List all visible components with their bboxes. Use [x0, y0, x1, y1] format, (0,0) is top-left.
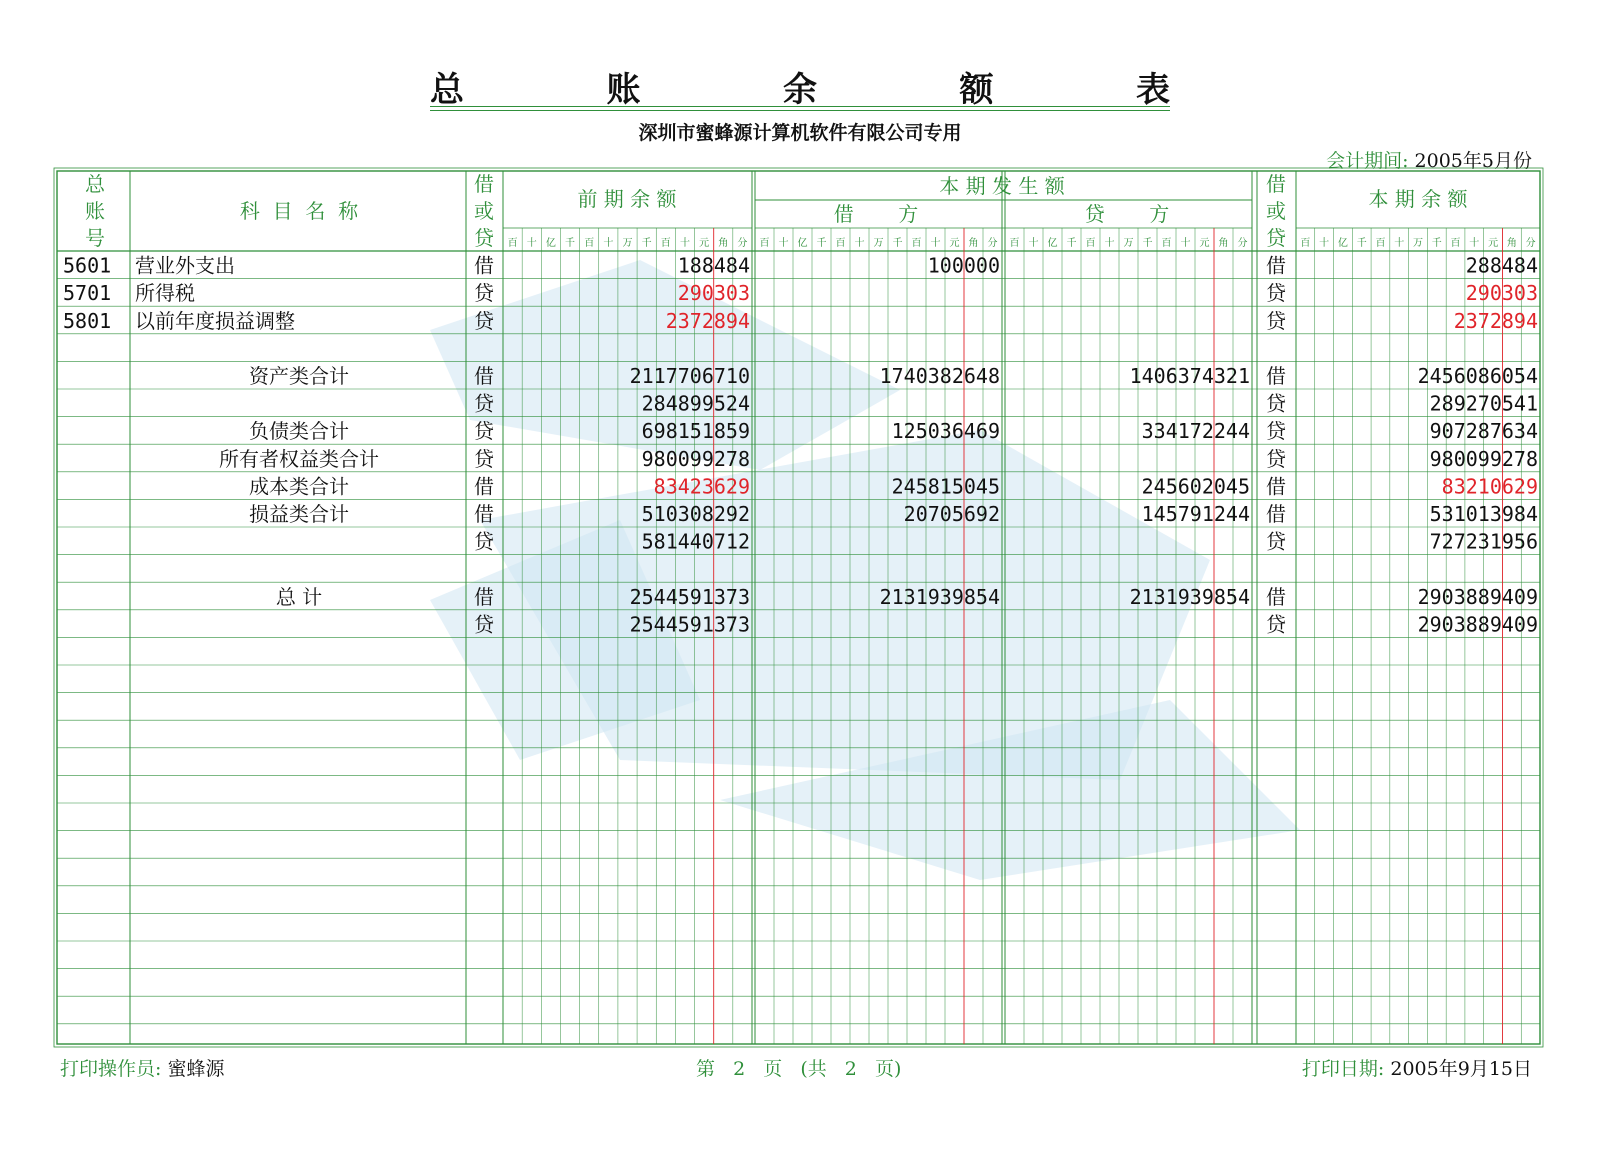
- digit-unit-label: 百: [1450, 238, 1461, 249]
- table-row: [63, 309, 1538, 333]
- digit-unit-label: 十: [854, 238, 865, 249]
- row-account-name: 所得税: [135, 281, 195, 306]
- row-dc-flag: 贷: [474, 391, 494, 416]
- row-account-name: 总 计: [275, 584, 323, 609]
- digit-unit-label: 万: [1413, 238, 1423, 249]
- table-row: [249, 474, 1538, 498]
- digit-unit-label: 十: [930, 238, 941, 249]
- digit-unit-row: [508, 236, 1536, 249]
- row-end-dc-flag: 贷: [1266, 612, 1286, 637]
- row-amount-credit: 145791244: [1141, 502, 1250, 526]
- digit-unit-label: 元: [699, 238, 710, 249]
- row-amount-end: 288484: [1465, 253, 1538, 278]
- row-amount-prev: 2117706710: [629, 364, 750, 388]
- digit-unit-label: 百: [835, 238, 846, 249]
- digit-unit-label: 分: [1525, 238, 1536, 249]
- row-end-dc-flag: 贷: [1266, 281, 1286, 306]
- period-label: 会计期间:: [1326, 150, 1409, 172]
- row-amount-debit: 245815045: [891, 474, 1000, 499]
- digit-unit-label: 万: [873, 238, 884, 249]
- operator-name: 蜜蜂源: [167, 1058, 225, 1080]
- row-amount-end: 727231956: [1429, 529, 1538, 554]
- row-end-dc-flag: 借: [1266, 502, 1286, 526]
- date-value: 2005年9月15日: [1390, 1058, 1532, 1080]
- row-amount-debit: 20705692: [903, 502, 1000, 526]
- digit-unit-label: 角: [1506, 238, 1517, 249]
- period-value: 2005年5月份: [1414, 150, 1532, 172]
- row-end-dc-flag: 借: [1266, 584, 1286, 609]
- row-dc-flag: 贷: [474, 281, 494, 306]
- row-dc-flag: 贷: [474, 419, 494, 444]
- row-dc-flag: 借: [474, 584, 494, 609]
- row-dc-flag: 贷: [474, 529, 494, 554]
- digit-unit-label: 十: [1394, 238, 1405, 249]
- row-amount-credit: 334172244: [1141, 419, 1250, 444]
- row-end-dc-flag: 贷: [1266, 446, 1286, 471]
- row-amount-end: 980099278: [1429, 446, 1538, 471]
- digit-unit-label: 角: [1218, 238, 1229, 249]
- header-char: 账: [85, 199, 105, 223]
- print-date: [1100, 1054, 1532, 1081]
- page-number: 2: [733, 1058, 746, 1080]
- digit-unit-label: 亿: [545, 238, 556, 249]
- row-account-name: 损益类合计: [249, 502, 349, 526]
- digit-unit-label: 十: [679, 238, 690, 249]
- row-amount-end: 2903889409: [1417, 612, 1538, 637]
- row-amount-end: 2456086054: [1417, 364, 1538, 388]
- digit-unit-label: 十: [526, 238, 537, 249]
- digit-unit-label: 千: [1356, 238, 1367, 249]
- digit-unit-label: 角: [968, 238, 979, 249]
- row-amount-prev: 290303: [677, 281, 750, 306]
- row-end-dc-flag: 贷: [1266, 308, 1286, 333]
- digit-unit-label: 千: [892, 238, 903, 249]
- row-amount-debit: 1740382648: [879, 364, 1000, 388]
- digit-unit-label: 十: [778, 238, 789, 249]
- row-dc-flag: 借: [474, 253, 494, 278]
- row-amount-end: 2903889409: [1417, 584, 1538, 609]
- title-char: 总: [430, 70, 464, 110]
- row-account-name: 成本类合计: [249, 474, 349, 499]
- row-amount-prev: 83423629: [653, 474, 750, 499]
- row-end-dc-flag: 借: [1266, 253, 1286, 278]
- digit-unit-label: 元: [1488, 238, 1499, 249]
- row-amount-debit: 125036469: [891, 419, 1000, 444]
- row-dc-flag: 借: [474, 502, 494, 526]
- row-amount-credit: 1406374321: [1129, 364, 1250, 388]
- row-amount-credit: 2131939854: [1129, 584, 1250, 609]
- header-char: 号: [85, 226, 105, 250]
- row-amount-prev: 188484: [677, 253, 750, 278]
- row-amount-debit: 2131939854: [879, 584, 1000, 609]
- row-amount-end: 290303: [1465, 281, 1538, 306]
- row-amount-credit: 245602045: [1141, 474, 1250, 499]
- page-total: 2: [844, 1058, 857, 1080]
- digit-unit-label: 十: [1104, 238, 1115, 249]
- table-row: [63, 281, 1538, 305]
- print-operator: [60, 1054, 224, 1081]
- digit-unit-label: 百: [1085, 238, 1096, 249]
- row-amount-prev: 581440712: [641, 529, 750, 554]
- digit-unit-label: 十: [1319, 238, 1330, 249]
- row-account-name: 所有者权益类合计: [219, 446, 379, 471]
- row-account-name: 以前年度损益调整: [135, 308, 295, 333]
- title-char: 额: [959, 70, 994, 110]
- header-char: 总: [85, 172, 105, 196]
- header-char: 或: [474, 199, 494, 223]
- row-amount-prev: 980099278: [641, 446, 750, 471]
- row-account-name: 负债类合计: [249, 419, 349, 444]
- header-dc: [474, 172, 495, 250]
- row-amount-prev: 2544591373: [629, 612, 750, 637]
- digit-unit-label: 千: [565, 238, 576, 249]
- operator-label: 打印操作员:: [60, 1058, 162, 1080]
- row-amount-prev: 698151859: [641, 419, 750, 444]
- digit-unit-label: 千: [1066, 238, 1077, 249]
- page-suffix: 页): [874, 1058, 902, 1080]
- digit-unit-label: 百: [1300, 238, 1311, 249]
- header-end-dc: [1266, 172, 1287, 250]
- row-amount-prev: 2372894: [665, 308, 750, 333]
- header-char: 贷: [474, 226, 494, 250]
- table-row: [63, 254, 1538, 278]
- row-account-name: 资产类合计: [249, 364, 349, 388]
- row-amount-end: 907287634: [1429, 419, 1538, 444]
- table-row: [249, 419, 1538, 443]
- digit-unit-label: 分: [987, 238, 998, 249]
- row-end-dc-flag: 借: [1266, 474, 1286, 499]
- row-amount-debit: 100000: [927, 253, 1000, 278]
- digit-unit-label: 亿: [797, 238, 808, 249]
- row-dc-flag: 借: [474, 474, 494, 499]
- header-debit: 借 方: [833, 202, 919, 226]
- digit-unit-label: 十: [1028, 238, 1039, 249]
- digit-unit-label: 元: [1199, 238, 1210, 249]
- row-dc-flag: 贷: [474, 446, 494, 471]
- row-amount-prev: 510308292: [641, 502, 750, 526]
- digit-unit-label: 千: [641, 238, 652, 249]
- digit-unit-label: 十: [1180, 238, 1191, 249]
- header-char: 或: [1266, 199, 1286, 223]
- header-credit: 贷 方: [1084, 202, 1170, 226]
- title-char: 余: [783, 70, 817, 110]
- row-end-dc-flag: 贷: [1266, 419, 1286, 444]
- row-end-dc-flag: 贷: [1266, 529, 1286, 554]
- digit-unit-label: 千: [1431, 238, 1442, 249]
- header-char: 借: [1266, 172, 1286, 196]
- header-prev-balance: 前 期 余 额: [577, 187, 677, 211]
- row-account-code: 5801: [63, 308, 112, 333]
- row-amount-end: 2372894: [1453, 308, 1538, 333]
- digit-unit-label: 百: [584, 238, 595, 249]
- digit-unit-label: 亿: [1337, 238, 1348, 249]
- digit-unit-label: 十: [603, 238, 614, 249]
- page-mid: 页 (共: [763, 1058, 827, 1080]
- row-end-dc-flag: 借: [1266, 364, 1286, 388]
- row-amount-end: 83210629: [1441, 474, 1538, 499]
- row-account-name: 营业外支出: [135, 253, 235, 278]
- row-dc-flag: 贷: [474, 612, 494, 637]
- title-char: 账: [606, 70, 641, 110]
- row-dc-flag: 借: [474, 364, 494, 388]
- row-amount-end: 289270541: [1429, 391, 1538, 416]
- digit-unit-label: 分: [737, 238, 748, 249]
- row-dc-flag: 贷: [474, 308, 494, 333]
- digit-unit-label: 亿: [1047, 238, 1058, 249]
- page-prefix: 第: [696, 1058, 716, 1080]
- row-account-code: 5701: [63, 281, 112, 306]
- date-label: 打印日期:: [1301, 1058, 1385, 1080]
- header-account-name: 科 目 名 称: [239, 199, 359, 223]
- digit-unit-label: 百: [507, 238, 518, 249]
- page-indicator: [690, 1054, 907, 1081]
- digit-unit-label: 万: [1123, 238, 1134, 249]
- header-char: 借: [474, 172, 494, 196]
- row-amount-end: 531013984: [1429, 502, 1538, 526]
- digit-unit-label: 百: [1009, 238, 1020, 249]
- digit-unit-label: 千: [1142, 238, 1153, 249]
- table-row: [249, 364, 1538, 388]
- header-char: 贷: [1266, 226, 1286, 250]
- title-char: 表: [1136, 70, 1170, 110]
- digit-unit-label: 分: [1237, 238, 1248, 249]
- digit-unit-label: 百: [911, 238, 922, 249]
- row-account-code: 5601: [63, 253, 112, 278]
- digit-unit-label: 百: [1161, 238, 1172, 249]
- digit-unit-label: 百: [759, 238, 770, 249]
- row-amount-prev: 2544591373: [629, 584, 750, 609]
- header-account-code: [85, 172, 106, 250]
- row-amount-prev: 284899524: [641, 391, 750, 416]
- digit-unit-label: 百: [1375, 238, 1386, 249]
- row-end-dc-flag: 贷: [1266, 391, 1286, 416]
- digit-unit-label: 千: [816, 238, 827, 249]
- digit-unit-label: 元: [949, 238, 960, 249]
- header-end-balance: 本 期 余 额: [1368, 187, 1468, 211]
- digit-unit-label: 十: [1469, 238, 1480, 249]
- digit-unit-label: 百: [660, 238, 671, 249]
- company-subtitle: 深圳市蜜蜂源计算机软件有限公司专用: [638, 122, 962, 144]
- header-current-amount: 本 期 发 生 额: [939, 174, 1065, 198]
- digit-unit-label: 万: [622, 238, 633, 249]
- digit-unit-label: 角: [718, 238, 729, 249]
